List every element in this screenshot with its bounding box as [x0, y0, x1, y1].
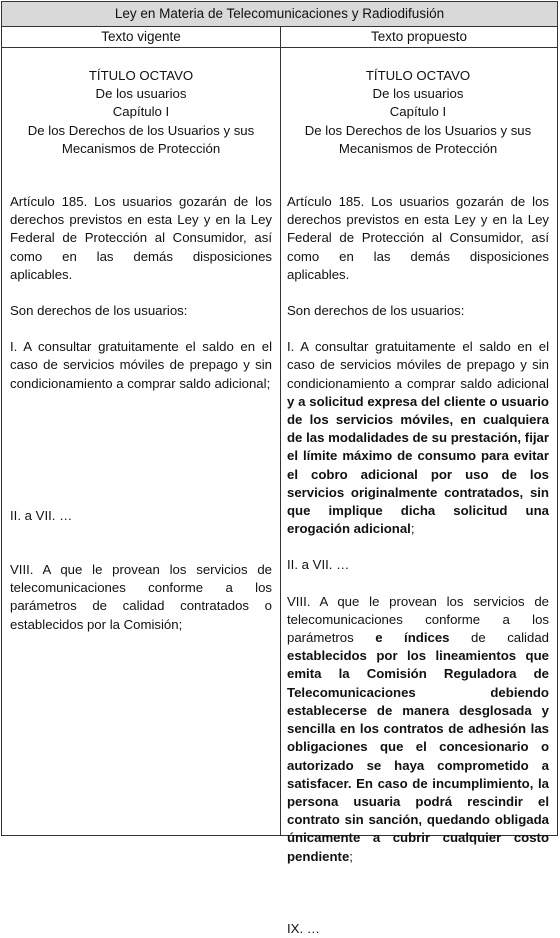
- viii-end: ;: [349, 848, 353, 864]
- capitulo-i: Capítulo I: [389, 104, 447, 120]
- derechos-line2: Mecanismos de Protección: [61, 140, 221, 156]
- chapter-heading: [287, 67, 549, 158]
- viii-addition-2: establecidos por los lineamientos que emita la Comisión Reguladora de Telecomunicaciones debiendo establecerse de manera desglosada y sencilla en los contratos de adhesión las obligaciones que el concesionario o autorizado se haya comprometido a satisfacer. En caso de incumplimiento, la persona usuaria podrá rescindir el contrato sin sanción, quedando obligada únicamente a cubrir cualquier costo pendiente: [287, 648, 549, 864]
- fraccion-i-text: I. A consultar gratuitamente el saldo en el caso de servicios móviles de prepago y sin condicionamiento a comprar saldo adicional: [287, 339, 549, 391]
- titulo-octavo: TÍTULO OCTAVO: [365, 68, 471, 83]
- viii-text-1: VIII. A que le provean los servicios de telecomunicaciones conforme a los parámetros: [287, 593, 549, 646]
- fraccion-i: [287, 338, 549, 538]
- comparison-table: [1, 1, 558, 936]
- fraccion-i: I. A consultar gratuitamente el saldo en el caso de servicios móviles de prepago y sin condicionamiento a comprar saldo adicional;: [10, 339, 272, 391]
- fraccion-viii: [287, 593, 549, 866]
- son-derechos: Son derechos de los usuarios:: [287, 303, 465, 319]
- derechos-line2: Mecanismos de Protección: [338, 140, 498, 156]
- column-texto-propuesto: [281, 48, 557, 936]
- fracciones-ii-vii: II. a VII. …: [10, 507, 73, 523]
- viii-addition-1: e índices: [375, 630, 450, 646]
- derechos-line1: De los Derechos de los Usuarios y sus: [27, 122, 255, 138]
- header-texto-propuesto: Texto propuesto: [370, 29, 468, 44]
- fraccion-i-end: ;: [410, 521, 415, 537]
- titulo-octavo: TÍTULO OCTAVO: [88, 68, 194, 83]
- column-texto-vigente: [2, 48, 280, 835]
- articulo-185: Artículo 185. Los usuarios gozarán de los derechos previstos en esta Ley y en la Ley Federal de Protección al Consumidor, así como en las demás disposiciones aplicables.: [10, 194, 272, 282]
- header-texto-vigente: Texto vigente: [101, 29, 181, 44]
- fraccion-i-addition: y a solicitud expresa del cliente o usuario de los servicios móviles, en cualquiera de las modalidades de su prestación, fijar el límite máximo de consumo para evitar el cobro adicional por uso de los servicios originalmente contratados, sin que implique dicha solicitud una erogación adicional: [287, 393, 549, 537]
- de-los-usuarios: De los usuarios: [372, 86, 464, 102]
- fraccion-viii: VIII. A que le provean los servicios de telecomunicaciones conforme a los parámetros de calidad contratados o establecidos por la Comisión;: [10, 562, 272, 632]
- fraccion-ix: IX. …: [287, 920, 320, 936]
- fracciones-ii-vii: II. a VII. …: [287, 557, 350, 573]
- de-los-usuarios: De los usuarios: [95, 86, 187, 102]
- articulo-185: Artículo 185. Los usuarios gozarán de los derechos previstos en esta Ley y en la Ley Federal de Protección al Consumidor, así como en las demás disposiciones aplicables.: [287, 194, 549, 282]
- table-title: Ley en Materia de Telecomunicaciones y Radiodifusión: [2, 2, 557, 27]
- capitulo-i: Capítulo I: [112, 104, 170, 120]
- son-derechos: Son derechos de los usuarios:: [10, 303, 188, 319]
- derechos-line1: De los Derechos de los Usuarios y sus: [304, 122, 532, 138]
- viii-text-2: de calidad: [449, 630, 549, 646]
- chapter-heading: [10, 67, 272, 158]
